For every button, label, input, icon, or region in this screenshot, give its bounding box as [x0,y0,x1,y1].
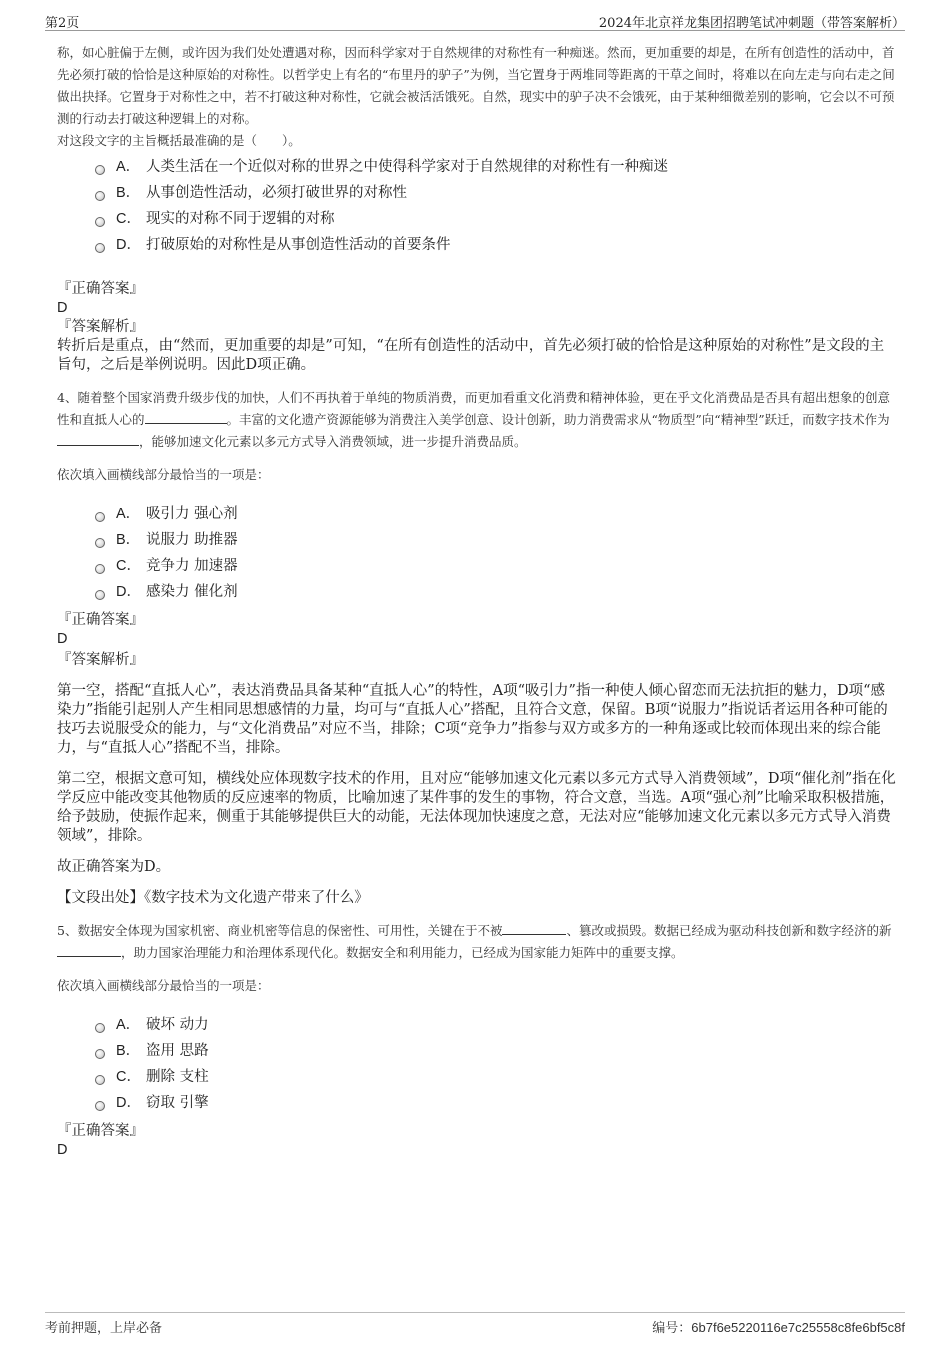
q4-analysis-para2: 第二空，根据文意可知，横线处应体现数字技术的作用，且对应“能够加速文化元素以多元方式导入消费领域”，D项“催化剂”指在化学反应中能改变其他物质的反应速率的物质，比喻加速了某件事的发生的事物，符合文意，当选。A项“强心剂”比喻采取积极措施，给予鼓励，使振作起来，侧重于其能够提供巨大的动能，无法体现加快速度之意，无法对应“能够加速文化元素以多元方式导入消费领域”，排除。 [57,771,896,844]
radio-icon[interactable] [95,165,105,175]
q3-option-d[interactable]: D． 打破原始的对称性是从事创造性活动的首要条件 [95,232,898,258]
q5-option-d[interactable]: D． 窃取 引擎 [95,1090,898,1116]
q5-option-b[interactable]: B． 盗用 思路 [95,1038,898,1064]
q5-answer: D [57,1142,68,1158]
q4-answer: D [57,631,68,647]
page-header [45,8,905,31]
q5-option-a[interactable]: A． 破坏 动力 [95,1012,898,1038]
q3-option-c[interactable]: C． 现实的对称不同于逻辑的对称 [95,206,898,232]
q3-passage: 称，如心脏偏于左侧，或许因为我们处处遭遇对称，因而科学家对于自然规律的对称性有一种痴迷。然而，更加重要的却是，在所有创造性的活动中，首先必须打破的恰恰是这种原始的对称性。以哲学史上有名的“布里丹的驴子”为例，当它置身于两堆同等距离的干草之间时，将难以在向左走与向右走之间做出抉择。它置身于对称性之中，若不打破这种对称性，它就会被活活饿死。自然，现实中的驴子决不会饿死，由于某种细微差别的影响，它会以不可预测的行动去打破这种逻辑上的对称。 [57,45,895,126]
q3-answer-label: 『正确答案』 [57,281,144,297]
q5-prompt: 依次填入画横线部分最恰当的一项是： [57,978,270,993]
radio-icon[interactable] [95,538,105,548]
q4-option-c[interactable]: C． 竞争力 加速器 [95,553,898,579]
q3-analysis-label: 『答案解析』 [57,319,144,335]
radio-icon[interactable] [95,564,105,574]
q4-stem: 4、随着整个国家消费升级步伐的加快，人们不再执着于单纯的物质消费，而更加看重文化消费和精神体验，更在乎文化消费品是否具有超出想象的创意性和直抵人心的 。丰富的文化遗产资源能够为消费注入美学创意、设计创新，助力消费需求从“物质型”向“精神型”跃迁，而数字技术作为，能够加速文化元素以多元方式导入消费领域，进一步提升消费品质。 [57,390,890,449]
q5-answer-label: 『正确答案』 [57,1123,144,1139]
page-content [57,42,898,1160]
radio-icon[interactable] [95,243,105,253]
fill-blank [145,410,227,424]
radio-icon[interactable] [95,1075,105,1085]
q3-option-a[interactable]: A． 人类生活在一个近似对称的世界之中使得科学家对于自然规律的对称性有一种痴迷 [95,154,898,180]
document-id: 编号：6b7f6e5220116e7c25558c8fe6bf5c8f [652,1320,905,1335]
q3-analysis: 转折后是重点，由“然而，更加重要的却是”可知，“在所有创造性的活动中，首先必须打破的恰恰是这种原始的对称性”是文段的主旨句，之后是举例说明。因此D项正确。 [57,338,885,373]
q3-prompt: 对这段文字的主旨概括最准确的是（ ）。 [57,133,301,148]
radio-icon[interactable] [95,512,105,522]
q4-options [95,501,898,605]
q4-option-b[interactable]: B． 说服力 助推器 [95,527,898,553]
q3-answer: D [57,300,68,316]
q4-option-a[interactable]: A． 吸引力 强心剂 [95,501,898,527]
radio-icon[interactable] [95,217,105,227]
footer-slogan: 考前押题，上岸必备 [45,1321,163,1336]
fill-blank [57,943,121,957]
q5-option-c[interactable]: C． 删除 支柱 [95,1064,898,1090]
radio-icon[interactable] [95,1023,105,1033]
q4-analysis-para1: 第一空，搭配“直抵人心”，表达消费品具备某种“直抵人心”的特性，A项“吸引力”指一种使人倾心留恋而无法抗拒的魅力，D项“感染力”指能引起别人产生相同思想感情的力量，均可与“直抵人心”搭配，且符合文意，保留。B项“说服力”指说话者运用各种可能的技巧去说服受众的能力，与“文化消费品”对应不当，排除；C项“竞争力”指参与双方或多方的一种角逐或比较而体现出来的综合能力，与“直抵人心”搭配不当，排除。 [57,683,888,756]
page-number: 第2页 [45,16,80,31]
q4-option-d[interactable]: D． 感染力 催化剂 [95,579,898,605]
radio-icon[interactable] [95,590,105,600]
q4-answer-label: 『正确答案』 [57,612,144,628]
page-footer [45,1312,905,1336]
fill-blank [57,432,139,446]
q4-prompt: 依次填入画横线部分最恰当的一项是： [57,467,270,482]
q5-options [95,1012,898,1116]
q4-conclusion: 故正确答案为D。 [57,859,171,875]
q5-stem: 5、数据安全体现为国家机密、商业机密等信息的保密性、可用性，关键在于不被 、篡改或损毁。数据已经成为驱动科技创新和数字经济的新，助力国家治理能力和治理体系现代化。数据安全和利用能力，已经成为国家能力矩阵中的重要支撑。 [57,923,892,960]
radio-icon[interactable] [95,1101,105,1111]
document-title: 2024年北京祥龙集团招聘笔试冲刺题（带答案解析） [598,16,905,31]
q3-option-b[interactable]: B． 从事创造性活动，必须打破世界的对称性 [95,180,898,206]
radio-icon[interactable] [95,1049,105,1059]
q4-analysis-label: 『答案解析』 [57,652,144,668]
q3-options [95,154,898,258]
q4-source: 【文段出处】《数字技术为文化遗产带来了什么》 [57,890,369,906]
radio-icon[interactable] [95,191,105,201]
fill-blank [502,921,566,935]
